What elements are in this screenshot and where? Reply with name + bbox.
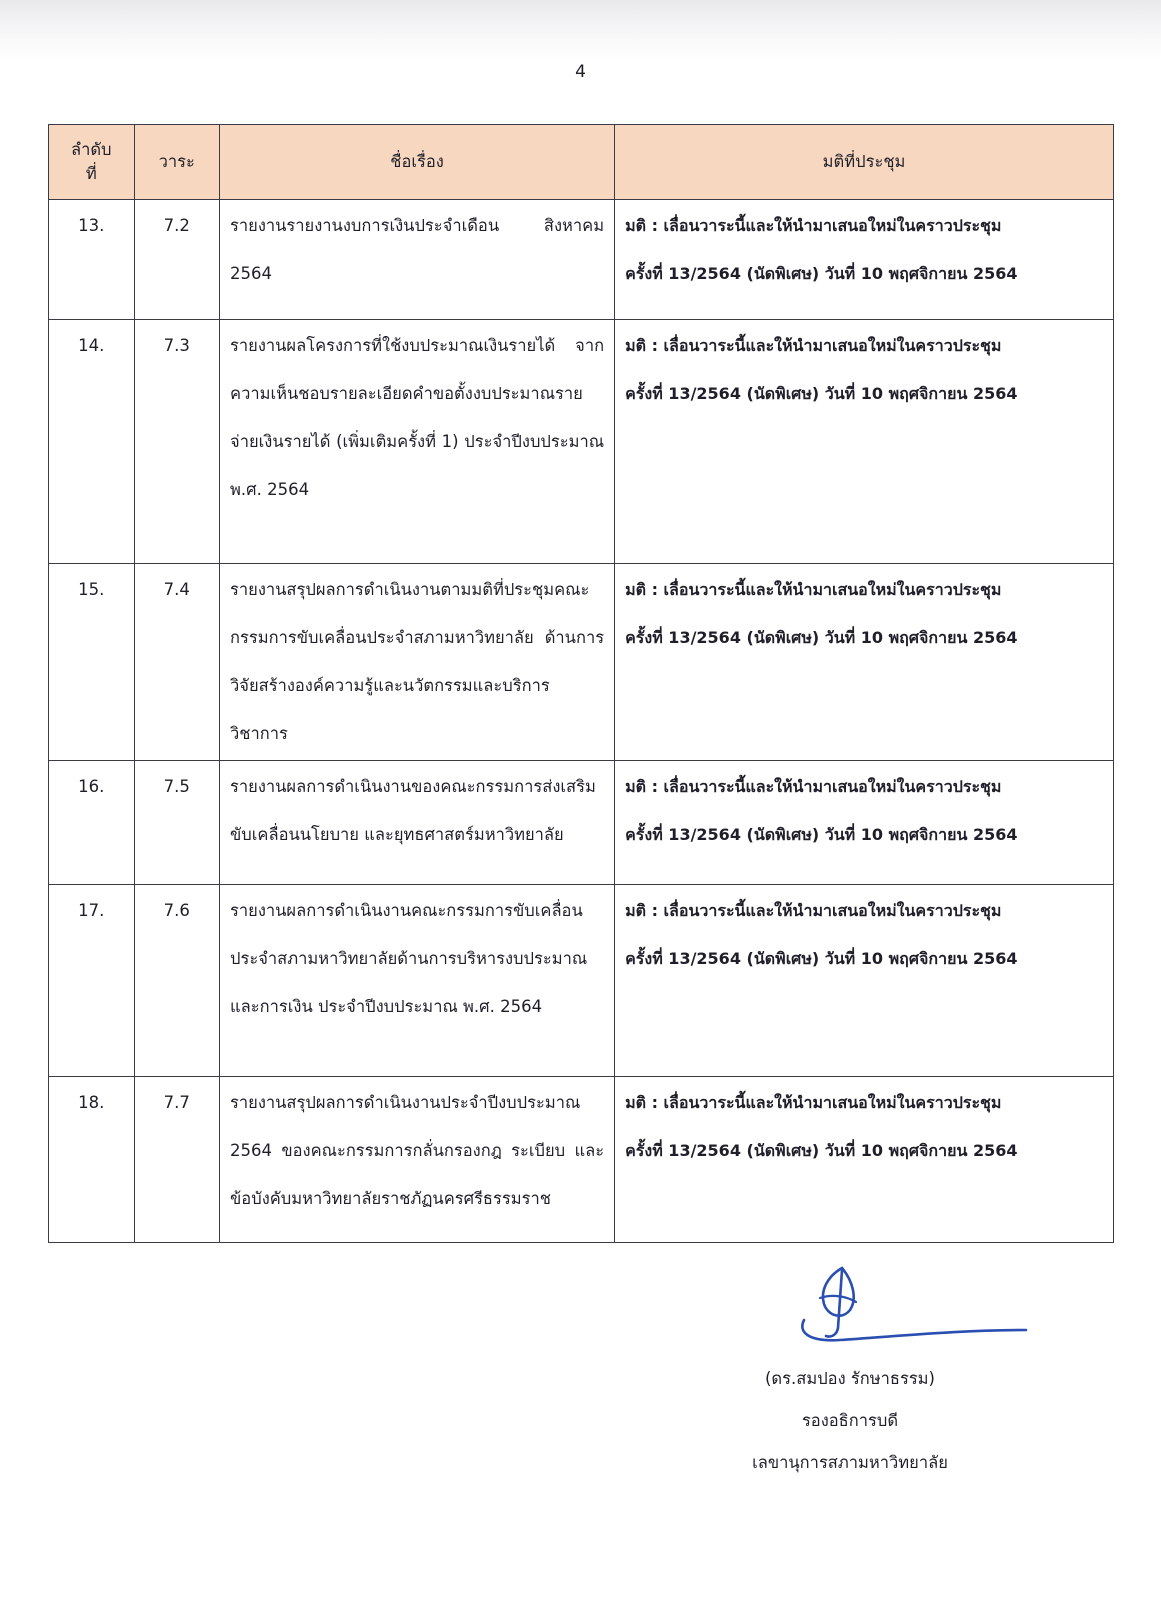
row-title: รายงานสรุปผลการดำเนินงานตามมติที่ประชุมคณะกรรมการขับเคลื่อนประจำสภามหาวิทยาลัย ด้านการวิจัยสร้างองค์ความรู้และนวัตกรรมและบริการวิชาการ	[220, 564, 615, 761]
table-row	[49, 564, 1114, 761]
row-number: 17.	[49, 885, 135, 1077]
table-row	[49, 200, 1114, 320]
table-row	[49, 761, 1114, 885]
row-number: 18.	[49, 1077, 135, 1243]
header-title: ชื่อเรื่อง	[220, 125, 615, 200]
row-resolution	[615, 200, 1114, 320]
row-number: 16.	[49, 761, 135, 885]
row-title: รายงานผลการดำเนินงานของคณะกรรมการส่งเสริม ขับเคลื่อนนโยบาย และยุทธศาสตร์มหาวิทยาลัย	[220, 761, 615, 885]
header-order-line1: ลำดับ	[70, 140, 112, 159]
row-number: 13.	[49, 200, 135, 320]
scan-shadow	[0, 0, 1161, 60]
resolution-line1: มติ : เลื่อนวาระนี้และให้นำมาเสนอใหม่ในคราวประชุม	[625, 336, 1002, 355]
row-resolution	[615, 564, 1114, 761]
resolution-line2: ครั้งที่ 13/2564 (นัดพิเศษ) วันที่ 10 พฤศจิกายน 2564	[625, 384, 1018, 403]
signer-name: (ดร.สมปอง รักษาธรรม)	[765, 1369, 935, 1388]
resolution-line2: ครั้งที่ 13/2564 (นัดพิเศษ) วันที่ 10 พฤศจิกายน 2564	[625, 949, 1018, 968]
signer-position-1: รองอธิการบดี	[801, 1411, 899, 1430]
resolutions-table	[48, 124, 1114, 1243]
resolution-line2: ครั้งที่ 13/2564 (นัดพิเศษ) วันที่ 10 พฤศจิกายน 2564	[625, 825, 1018, 844]
row-agenda: 7.7	[134, 1077, 220, 1243]
row-title: รายงานผลโครงการที่ใช้งบประมาณเงินรายได้ จากความเห็นชอบรายละเอียดคำขอตั้งงบประมาณรายจ่ายเงินรายได้ (เพิ่มเติมครั้งที่ 1) ประจำปีงบประมาณ พ.ศ. 2564	[220, 320, 615, 564]
resolution-line1: มติ : เลื่อนวาระนี้และให้นำมาเสนอใหม่ในคราวประชุม	[625, 777, 1002, 796]
row-title: รายงานสรุปผลการดำเนินงานประจำปีงบประมาณ 2564 ของคณะกรรมการกลั่นกรองกฎ ระเบียบ และข้อบังคับมหาวิทยาลัยราชภัฏนครศรีธรรมราช	[220, 1077, 615, 1243]
table-row	[49, 885, 1114, 1077]
row-agenda: 7.5	[134, 761, 220, 885]
signer-position-2: เลขานุการสภามหาวิทยาลัย	[752, 1453, 948, 1472]
resolution-line1: มติ : เลื่อนวาระนี้และให้นำมาเสนอใหม่ในคราวประชุม	[625, 580, 1002, 599]
header-order-number	[49, 125, 135, 200]
row-agenda: 7.4	[134, 564, 220, 761]
resolution-line1: มติ : เลื่อนวาระนี้และให้นำมาเสนอใหม่ในคราวประชุม	[625, 901, 1002, 920]
resolution-line1: มติ : เลื่อนวาระนี้และให้นำมาเสนอใหม่ในคราวประชุม	[625, 216, 1002, 235]
row-resolution	[615, 1077, 1114, 1243]
row-resolution	[615, 761, 1114, 885]
row-title: รายงานรายงานงบการเงินประจำเดือน สิงหาคม 2564	[220, 200, 615, 320]
row-number: 15.	[49, 564, 135, 761]
signature-image	[780, 1258, 1040, 1354]
row-number: 14.	[49, 320, 135, 564]
resolution-line2: ครั้งที่ 13/2564 (นัดพิเศษ) วันที่ 10 พฤศจิกายน 2564	[625, 1141, 1018, 1160]
row-agenda: 7.2	[134, 200, 220, 320]
row-agenda: 7.6	[134, 885, 220, 1077]
row-title: รายงานผลการดำเนินงานคณะกรรมการขับเคลื่อนประจำสภามหาวิทยาลัยด้านการบริหารงบประมาณ และการเงิน ประจำปีงบประมาณ พ.ศ. 2564	[220, 885, 615, 1077]
row-resolution	[615, 885, 1114, 1077]
header-order-line2: ที่	[85, 164, 97, 183]
table-row	[49, 1077, 1114, 1243]
table-header	[49, 125, 1114, 200]
resolution-line2: ครั้งที่ 13/2564 (นัดพิเศษ) วันที่ 10 พฤศจิกายน 2564	[625, 264, 1018, 283]
row-resolution	[615, 320, 1114, 564]
page-number: 4	[575, 62, 586, 82]
resolution-line1: มติ : เลื่อนวาระนี้และให้นำมาเสนอใหม่ในคราวประชุม	[625, 1093, 1002, 1112]
row-agenda: 7.3	[134, 320, 220, 564]
table-row	[49, 320, 1114, 564]
header-resolution: มติที่ประชุม	[615, 125, 1114, 200]
resolution-line2: ครั้งที่ 13/2564 (นัดพิเศษ) วันที่ 10 พฤศจิกายน 2564	[625, 628, 1018, 647]
header-agenda: วาระ	[134, 125, 220, 200]
